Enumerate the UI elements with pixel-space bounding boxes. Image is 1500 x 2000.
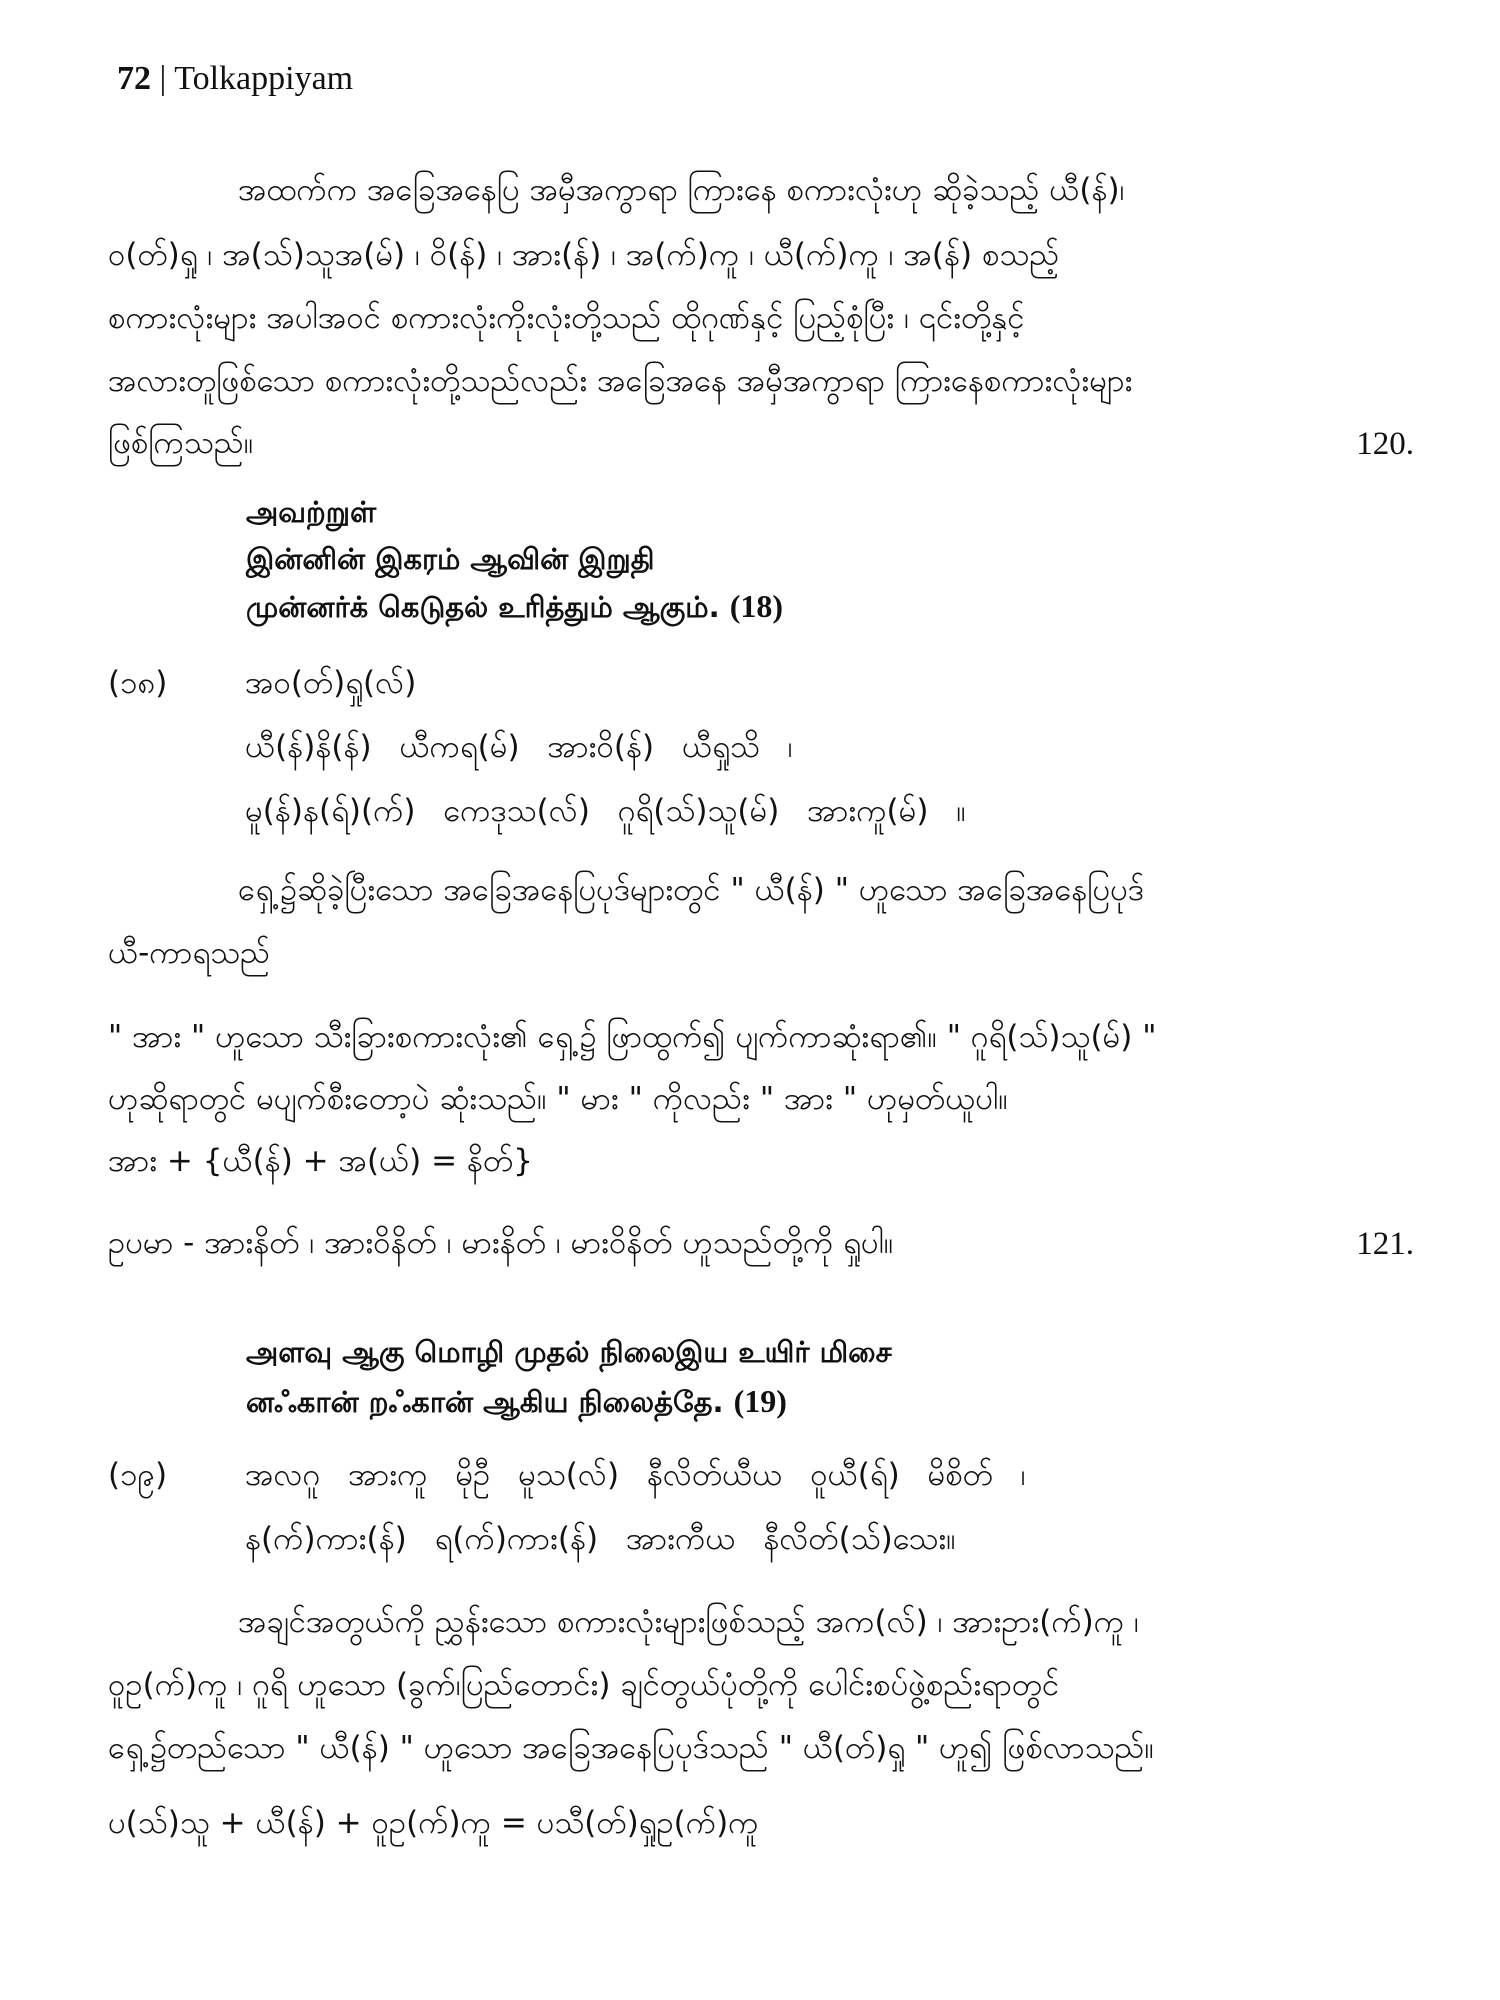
verse18-burmese-label: (၁၈) <box>108 665 168 701</box>
para2-line-2: ယီ-ကာရသည် <box>108 935 271 971</box>
verse18-burmese-line-2: ယီ(န်)နိ(န်) ယီကရ(မ်) အားဝိ(န်) ယီရှုသိ ၊ <box>245 729 793 765</box>
para5-line-2: ဝူဥ(က်)ကူ ၊ ဂူရိ ဟူသော (ခွက်၊ပြည်တောင်း) ချင်တွယ်ပုံတို့ကို ပေါင်းစပ်ဖွဲ့စည်းရာတွင် <box>108 1667 1060 1703</box>
para1-line-3: စကားလုံးများ အပါအဝင် စကားလုံးကိုးလုံးတို့သည် ထိုဂုဏ်နှင့် ပြည့်စုံပြီး ၊ ၎င်းတို့နှင့် <box>108 300 1025 336</box>
para2-line-1: ရှေ့၌ဆိုခဲ့ပြီးသော အခြေအနေပြပုဒ်များတွင် " ယီ(န်) " ဟူသော အခြေအနေပြပုဒ် <box>238 872 1144 908</box>
verse18-line-2: இன்னின் இகரம் ஆவின் இறுதி <box>246 542 655 576</box>
para4-line: ဥပမာ - အားနိတ် ၊ အားဝိနိတ် ၊ မားနိတ် ၊ မားဝိနိတ် ဟူသည်တို့ကို ရှုပါ။ <box>108 1225 894 1261</box>
verse19-burmese-label: (၁၉) <box>108 1457 168 1493</box>
verse19-line-2 <box>246 1385 787 1417</box>
verse18-burmese-line-1: အဝ(တ်)ရှု(လ်) <box>245 665 417 701</box>
page-header <box>117 60 353 98</box>
book-title: Tolkappiyam <box>174 60 354 97</box>
para5-line-3: ရှေ့၌တည်သော " ယီ(န်) " ဟူသော အခြေအနေပြပုဒ်သည် " ယီ(တ်)ရှု " ဟူ၍ ဖြစ်လာသည်။ <box>108 1730 1154 1766</box>
verse19-burmese-line-2: န(က်)ကား(န်) ရ(က်)ကား(န်) အားကီယ နီလိတ်(သ်)သေး။ <box>245 1521 956 1557</box>
para4-number: 121. <box>1356 1226 1414 1262</box>
para5-line-4: ပ(သ်)သူ + ယီ(န်) + ဝူဥ(က်)ကူ = ပသီ(တ်)ရှုဥ(က်)ကူ <box>108 1805 759 1841</box>
verse19-number: (19) <box>733 1383 787 1419</box>
para3-line-3: အား + {ယီ(န်) + အ(ယ်) = နိတ်} <box>108 1143 533 1179</box>
para1-line-1: အထက်က အခြေအနေပြ အမှီအကွာရာ ကြားနေ စကားလုံးဟု ဆိုခဲ့သည့် ယီ(န်)၊ <box>238 172 1125 208</box>
para1-line-4: အလားတူဖြစ်သော စကားလုံးတို့သည်လည်း အခြေအနေ အမှီအကွာရာ ကြားနေစကားလုံးများ <box>108 363 1133 399</box>
verse19-line-1: அளவு ஆகு மொழி முதல் நிலைஇய உயிர் மிசை <box>246 1335 892 1369</box>
para5-line-1: အချင်အတွယ်ကို ညွှန်းသော စကားလုံးများဖြစ်သည့် အက(လ်) ၊ အားဥား(က်)ကူ ၊ <box>238 1604 1139 1640</box>
verse18-line-3 <box>246 590 783 622</box>
header-separator: | <box>159 60 167 97</box>
para1-number: 120. <box>1356 426 1414 462</box>
verse18-line-3-text: முன்னர்க் கெடுதல் உரித்தும் ஆகும். <box>246 590 720 624</box>
para1-line-5: ဖြစ်ကြသည်။ <box>108 425 254 461</box>
para1-line-2: ဝ(တ်)ရှု ၊ အ(သ်)သူအ(မ်) ၊ ဝိ(န်) ၊ အား(န်) ၊ အ(က်)ကူ ၊ ယီ(က်)ကူ ၊ အ(န်) စသည့် <box>108 237 1060 273</box>
verse18-line-1: அவற்றுள் <box>246 495 377 529</box>
page-number: 72 <box>117 60 151 97</box>
verse18-number: (18) <box>729 588 784 624</box>
para3-line-1: " အား " ဟူသော သီးခြားစကားလုံး၏ ရှေ့၌ ဖြာထွက်၍ ပျက်ကာဆုံးရာ၏။ " ဂူရိ(သ်)သူ(မ်) " <box>108 1019 1157 1055</box>
verse19-burmese-line-1: အလဂူ အားကူ မိုဦ မူသ(လ်) နီလိတ်ယီယ ဝူယီ(ရ်) မိစိတ် ၊ <box>245 1457 1026 1493</box>
verse19-line-2-text: னஃகான் றஃகான் ஆகிய நிலைத்தே. <box>246 1385 724 1419</box>
para3-line-2: ဟုဆိုရာတွင် မပျက်စီးတော့ပဲ ဆုံးသည်။ " မား " ကိုလည်း " အား " ဟုမှတ်ယူပါ။ <box>108 1081 1008 1117</box>
verse18-burmese-line-3: မူ(န်)န(ရ်)(က်) ကေဒုသ(လ်) ဂူရိ(သ်)သူ(မ်) အားကူ(မ်) ။ <box>245 793 966 829</box>
